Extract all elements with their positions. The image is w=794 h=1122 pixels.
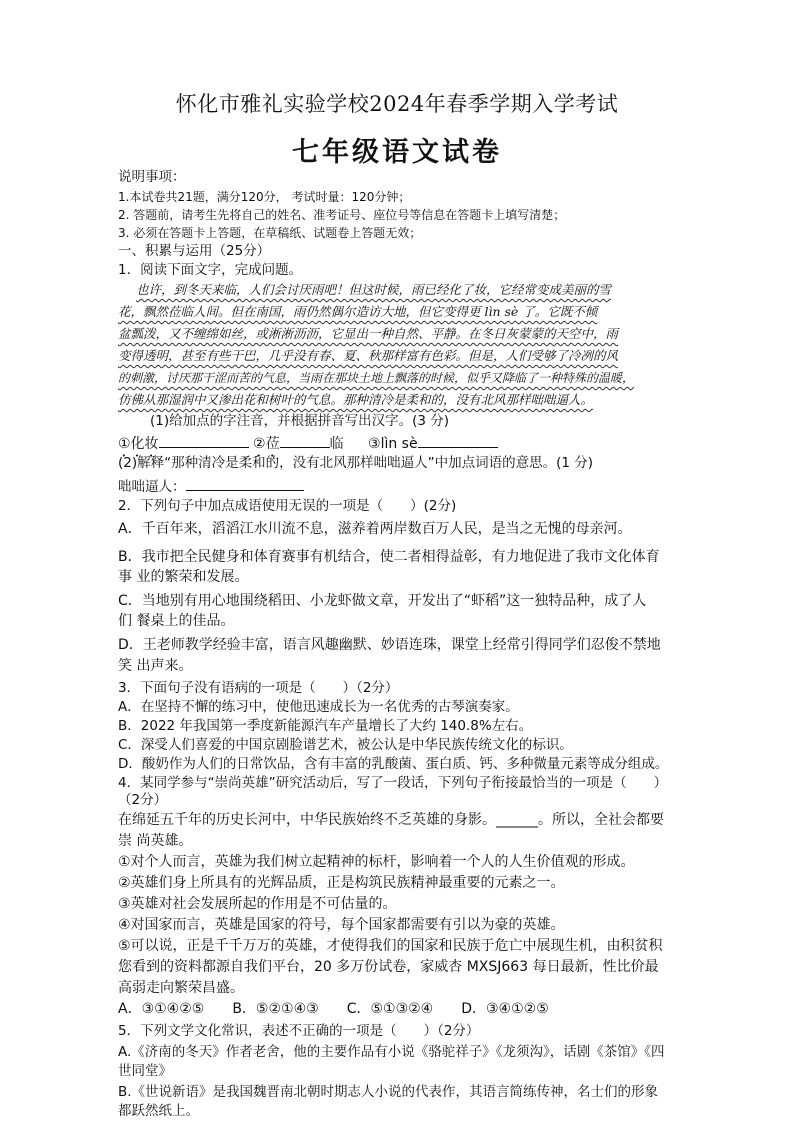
q1-passage-line-2: 花，飘然莅临人间。但在南国，雨仍然偶尔造访大地，但它变得更 lìn sè 了。它既不倾 (118, 304, 598, 319)
q1-blank-a[interactable] (159, 433, 249, 448)
q4-sentence-5-line3: 高弱走向繁荣昌盛。 (118, 980, 244, 996)
q1-item-a: ①化妆 (118, 436, 159, 452)
q3-option-c: C．深受人们喜爱的中国京剧脸谱艺术，被公认是中华民族传统文化的标识。 (118, 737, 573, 753)
q4-sentence-2: ②英雄们身上所具有的光辉品质，正是构筑民族精神最重要的元素之一。 (118, 875, 565, 891)
q1-item-d: ③lìn sè (368, 436, 418, 452)
q2-option-c-line2: 们 餐桌上的佳品。 (118, 613, 235, 629)
q1-passage-line-5: 的刺激，讨厌那干涩而苦的气息，当雨在那块土地上飘落的时候，似乎又降临了一种特殊的温暖， (118, 371, 635, 385)
q5-option-b-line1: B.《世说新语》是我国魏晋南北朝时期志人小说的代表作，其语言简练传神，名士们的形象 (118, 1084, 659, 1100)
q3-stem: 3．下面句子没有语病的一项是（ ）（2分） (118, 680, 399, 696)
notes-item-2: 2. 答题前，请考生先将自己的姓名、准考证号、座位号等信息在答题卡上填写清楚； (118, 208, 566, 222)
q3-option-b: B．2022 年我国第一季度新能源汽车产量增长了大约 140.8%左右。 (118, 718, 533, 734)
q4-sentence-4: ④对国家而言，英雄是国家的符号，每个国家都需要有引以为豪的英雄。 (118, 917, 565, 933)
q1-item-c: 临 (329, 436, 344, 452)
exam-subtitle: 七年级语文试卷 (292, 137, 502, 168)
q1-passage-line-4: 变得透明，甚至有些干巴，几乎没有春、夏、秋那样富有色彩。但是，人们受够了冷冽的风 (118, 348, 619, 363)
q1-blank-d[interactable] (418, 433, 498, 448)
q2-option-a: A．千百年来，滔滔江水川流不息，滋养着两岸数百万人民，是当之无愧的母亲河。 (118, 521, 632, 537)
q4-sentence-3: ③英雄对社会发展所起的作用是不可估量的。 (118, 896, 397, 912)
q1-sub2-answer (118, 476, 304, 496)
q4-sentence-5-line1: ⑤可以说，正是千千万万的英雄，才使得我们的国家和民族于危亡中展现生机，由积贫积 (118, 938, 663, 954)
q5-option-a-line1: A.《济南的冬天》作者老舍，他的主要作品有小说《骆驼祥子》《龙须沟》，话剧《茶馆》《四 (118, 1044, 665, 1060)
section-heading: 一、积累与运用（25分） (118, 243, 271, 259)
notes-heading: 说明事项： (118, 169, 186, 185)
q1-sub2-label: 咄咄逼人： (118, 479, 186, 495)
q4-score: （2分） (118, 792, 168, 808)
q4-sentence-1: ①对个人而言，英雄为我们树立起精神的标杆，影响着一个人的人生价值观的形成。 (118, 854, 635, 870)
q1-sub2-blank[interactable] (186, 476, 304, 491)
q5-option-b-line2: 都跃然纸上。 (118, 1103, 199, 1119)
q3-option-d: D．酸奶作为人们的日常饮品，含有丰富的乳酸菌、蛋白质、钙、多种微量元素等成分组成。 (118, 756, 669, 772)
q1-passage-line-6: 仿佛从那湿润中又渗出花和树叶的气息。那种清冷是柔和的，没有北风那样咄咄逼人。 (118, 392, 594, 407)
q1-item-b: ②莅 (253, 436, 280, 452)
q1-sub2: (2)解释“那种清冷是柔和的，没有北风那样咄咄逼人”中加点词语的意思。(1 分) (118, 455, 594, 471)
q2-option-d-line2: 笑 出声来。 (118, 658, 193, 674)
q2-option-b-line1: B．我市把全民健身和体育赛事有机结合，使二者相得益彰，有力地促进了我市文化体育 (118, 549, 660, 565)
q5-stem: 5．下列文学文化常识，表述不正确的一项是（ ）（2分） (118, 1023, 480, 1039)
exam-title: 怀化市雅礼实验学校2024年春季学期入学考试 (175, 92, 619, 116)
q4-stem: 4．某同学参与“崇尚英雄”研究活动后，写了一段话，下列句子衔接最恰当的一项是（ ） (118, 775, 668, 791)
q5-option-a-line2: 世同堂》 (118, 1063, 172, 1079)
notes-item-3: 3. 必须在答题卡上答题，在草稿纸、试题卷上答题无效； (118, 226, 422, 240)
q1-passage-line-1: 也许，到冬天来临，人们会讨厌雨吧！但这时候，雨已经化了妆，它经常变成美丽的雪 (136, 282, 612, 297)
notes-item-1: 1.本试卷共21题，满分120分， 考试时量：120分钟； (118, 190, 411, 204)
q2-option-b-line2: 事 业的繁荣和发展。 (118, 569, 249, 585)
q4-text-line2: 崇 尚英雄。 (118, 833, 193, 849)
q2-option-c-line1: C．当地别有用心地围绕稻田、小龙虾做文章，开发出了“虾稻”这一独特品种，成了人 (118, 593, 647, 609)
q1-sub1: (1)给加点的字注音，并根据拼音写出汉字。(3 分) (150, 413, 450, 429)
q4-sentence-5-line2: 您看到的资料都源自我们平台，20 多万份试卷，家威杏 MXSJ663 每日最新，性比价最 (118, 959, 659, 975)
q1-stem: 1．阅读下面文字，完成问题。 (118, 262, 303, 278)
q1-passage-line-3: 盆瓢泼，又不缠绵如丝，或淅淅沥沥，它显出一种自然、平静。在冬日灰蒙蒙的天空中，雨 (118, 326, 619, 341)
q4-options: A．③①④②⑤ B．⑤②①④③ C．⑤①③②④ D．③④①②⑤ (118, 1001, 549, 1017)
q3-option-a: A．在坚持不懈的练习中，使他迅速成长为一名优秀的古琴演奏家。 (118, 699, 519, 715)
q2-option-d-line1: D．王老师教学经验丰富，语言风趣幽默、妙语连珠，课堂上经常引得同学们忍俊不禁地 (118, 637, 661, 653)
q2-stem: 2．下列句子中加点成语使用无误的一项是（ ）(2分) (118, 498, 457, 514)
q4-text-line1: 在绵延五千年的历史长河中，中华民族始终不乏英雄的身影。______。所以，全社会都要 (118, 812, 664, 828)
q1-blank-b[interactable] (280, 433, 330, 448)
